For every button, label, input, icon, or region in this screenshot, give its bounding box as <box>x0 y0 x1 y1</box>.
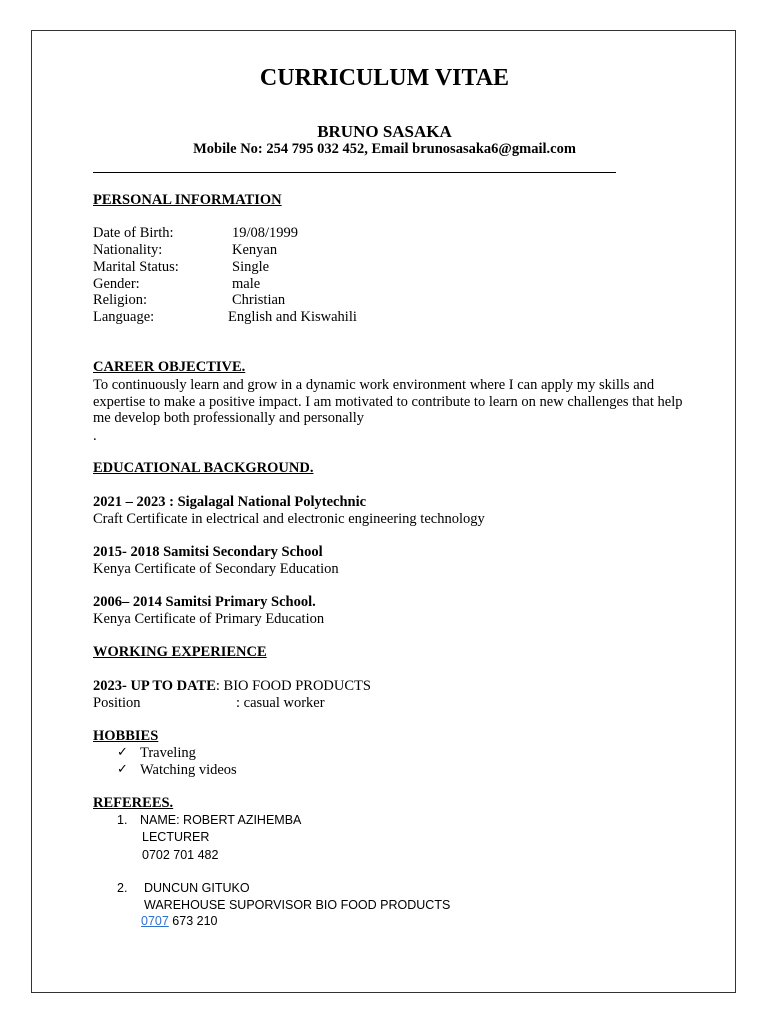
checkmark-icon: ✓ <box>117 761 128 776</box>
education-entry-detail: Kenya Certificate of Primary Education <box>93 611 325 627</box>
marital-status-label: Marital Status: <box>93 259 179 275</box>
education-entry-title: 2006– 2014 Samitsi Primary School. <box>93 594 316 610</box>
hobby-item: Traveling <box>140 745 196 761</box>
marital-status-value: Single <box>232 259 270 275</box>
referees-heading: REFEREES. <box>93 795 174 811</box>
referee-title: LECTURER <box>142 830 210 844</box>
work-employer: : BIO FOOD PRODUCTS <box>215 678 371 694</box>
referee-number: 2. <box>117 881 128 895</box>
checkmark-icon: ✓ <box>117 744 128 759</box>
career-objective-trailing: . <box>93 428 97 444</box>
referee-phone <box>93 914 217 928</box>
education-entry-title: 2015- 2018 Samitsi Secondary School <box>93 544 323 560</box>
gender-label: Gender: <box>93 276 140 292</box>
gender-value: male <box>232 276 261 292</box>
referee-phone: 0702 701 482 <box>142 848 219 862</box>
work-experience-heading: WORKING EXPERIENCE <box>93 644 267 660</box>
education-entry-detail: Craft Certificate in electrical and electronic engineering technology <box>93 511 485 527</box>
referee-title: WAREHOUSE SUPORVISOR BIO FOOD PRODUCTS <box>144 898 451 912</box>
hobbies-heading: HOBBIES <box>93 728 159 744</box>
nationality-label: Nationality: <box>93 242 163 258</box>
referee-name: DUNCUN GITUKO <box>144 881 250 895</box>
phone-rest: 673 210 <box>168 914 218 928</box>
language-label: Language: <box>93 309 155 325</box>
contact-line: Mobile No: 254 795 032 452, Email brunosasaka6@gmail.com <box>193 141 576 157</box>
language-value: English and Kiswahili <box>228 309 357 325</box>
dob-label: Date of Birth: <box>93 225 174 241</box>
career-objective-text: To continuously learn and grow in a dynamic work environment where I can apply my skills and expertise to make a positive impact. I am motivated to contribute to learn on new challenges that help me develop both professionally and personally <box>93 377 683 427</box>
candidate-name: BRUNO SASAKA <box>317 122 452 141</box>
religion-value: Christian <box>232 292 286 308</box>
cv-page <box>31 30 736 993</box>
phone-link[interactable]: 0707 <box>141 914 169 928</box>
career-objective-heading: CAREER OBJECTIVE. <box>93 359 246 375</box>
personal-info-heading: PERSONAL INFORMATION <box>93 192 282 208</box>
nationality-value: Kenyan <box>232 242 278 258</box>
work-period: 2023- UP TO DATE <box>93 678 216 694</box>
dob-value: 19/08/1999 <box>232 225 299 241</box>
document-title: CURRICULUM VITAE <box>259 65 510 91</box>
position-label: Position <box>93 695 141 711</box>
education-entry-title: 2021 – 2023 : Sigalagal National Polytechnic <box>93 494 367 510</box>
header-divider <box>93 172 616 173</box>
education-entry-detail: Kenya Certificate of Secondary Education <box>93 561 339 577</box>
position-value: : casual worker <box>236 695 325 711</box>
work-entry <box>93 678 371 695</box>
referee-name: NAME: ROBERT AZIHEMBA <box>140 813 302 827</box>
education-heading: EDUCATIONAL BACKGROUND. <box>93 460 314 476</box>
hobby-item: Watching videos <box>140 762 237 778</box>
religion-label: Religion: <box>93 292 147 308</box>
referee-number: 1. <box>117 813 128 827</box>
